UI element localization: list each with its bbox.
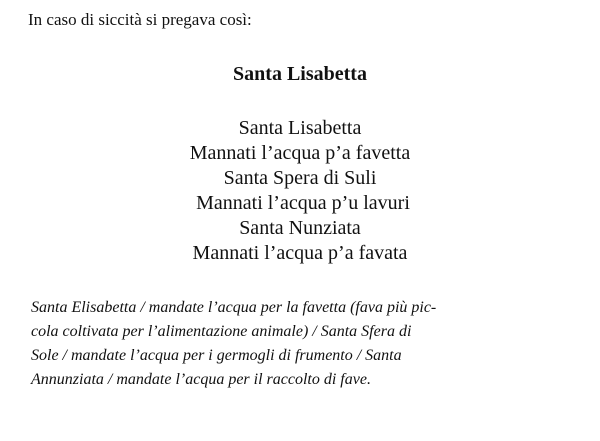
translation-line: Sole / mandate l’acqua per i germogli di frumento / Santa <box>31 347 402 364</box>
verse-line: Santa Spera di Suli <box>223 167 377 189</box>
poem-verses <box>0 116 600 266</box>
translation-line: Annunziata / mandate l’acqua per il raccolto di fave. <box>31 371 371 388</box>
translation-paragraph <box>31 296 577 392</box>
poem-title: Santa Lisabetta <box>233 63 367 85</box>
verse-line: Mannati l’acqua p’a favetta <box>189 142 411 164</box>
intro-text: In caso di siccità si pregava così: <box>28 10 252 29</box>
verse-line: Santa Lisabetta <box>238 117 362 139</box>
verse-line: Santa Nunziata <box>239 217 361 239</box>
translation-line: cola coltivata per l’alimentazione animale) / Santa Sfera di <box>31 323 412 340</box>
verse-line: Mannati l’acqua p’a favata <box>192 242 408 264</box>
translation-line: Santa Elisabetta / mandate l’acqua per la favetta (fava più pic- <box>31 299 437 316</box>
verse-line: Mannati l’acqua p’u lavuri <box>196 192 410 214</box>
